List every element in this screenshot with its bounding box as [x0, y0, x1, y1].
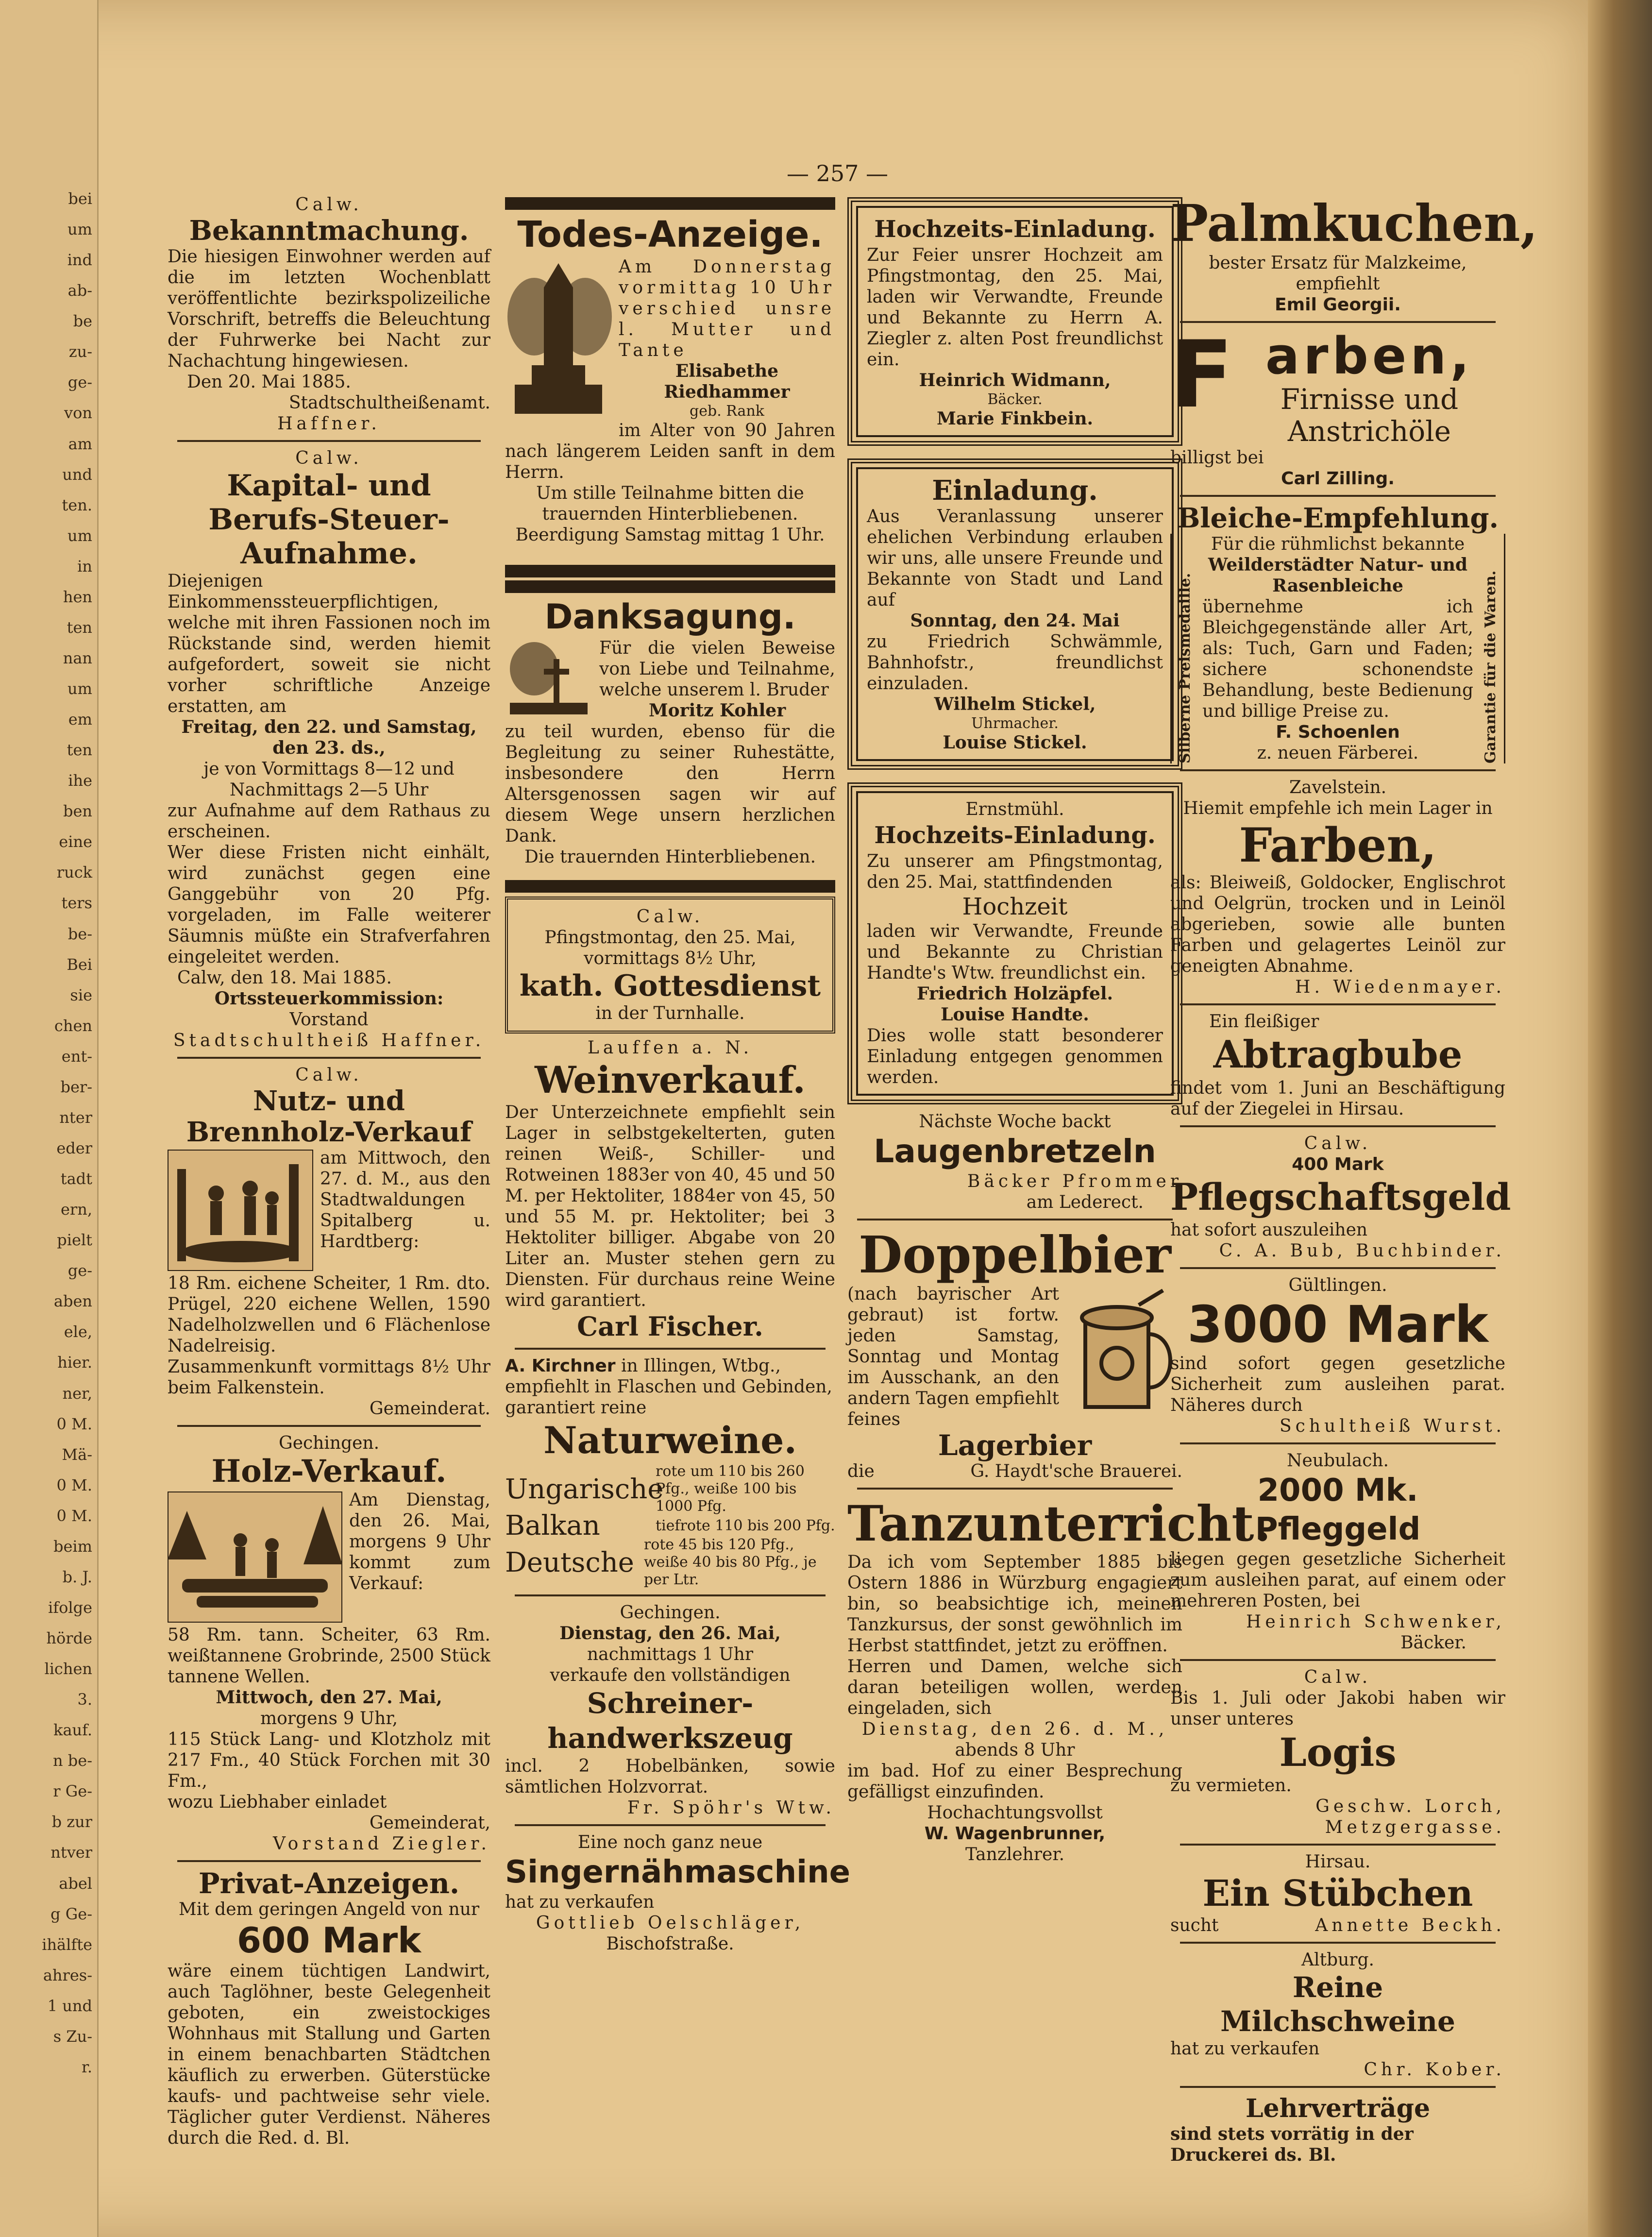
ad-title: Kapital- und Berufs-Steuer-Aufnahme. [208, 469, 450, 571]
ad-date: Mittwoch, den 27. Mai, [216, 1687, 442, 1708]
left-page-fragment: 0 M. [56, 1506, 92, 1525]
wine-price: rote um 110 bis 260 Pfg., weiße 100 bis 1000 Pfg. [656, 1463, 805, 1515]
ad-lead: Mit dem geringen Angeld von nur [178, 1899, 480, 1919]
left-page-fragment: 0 M. [56, 1414, 92, 1433]
ad-title: Schreiner-handwerkszeug [547, 1687, 793, 1755]
ad-body: Dies wolle statt besonderer Einladung entgegen genommen werden. [867, 1026, 1163, 1087]
firm-name: A. Kirchner [505, 1356, 616, 1376]
ad-body: sind sofort gegen gesetzliche Sicherheit zum ausleihen parat. Näheres durch [1170, 1354, 1505, 1415]
ad-title: Logis [1279, 1729, 1397, 1775]
divider [1180, 769, 1496, 771]
ad-title: Bleiche-Empfehlung. [1177, 502, 1499, 534]
divider [1180, 1942, 1496, 1944]
mourning-bar [505, 197, 835, 210]
ad-time: vormittags 8½ Uhr, [584, 949, 757, 968]
firm-place: in Illingen, Wtbg., [621, 1356, 781, 1376]
ad-title: kath. Gottesdienst [519, 969, 821, 1003]
ad-body: Aus Veranlassung unserer ehelichen Verbindung erlauben wir uns, alle unsere Freunde und Bekannte von Stadt und Land auf [867, 507, 1163, 610]
ad-signature: Bäcker Pfrommer [967, 1171, 1182, 1191]
ad-title: Singernähmaschine [505, 1854, 851, 1890]
left-page-fragment: ifolge [48, 1598, 92, 1617]
wedding-invitation-box [847, 782, 1182, 1104]
ad-body: Da ich vom September 1885 bis Ostern 1886 in Würzburg engagiert bin, so beabsichtige ich, meinen Tanzkursus, der sonst gewöhnlich im Herbst stattfindet, jetzt zu eröffnen. [847, 1552, 1182, 1656]
left-page-fragment: tadt [60, 1169, 92, 1188]
left-page-fragment: kauf. [53, 1721, 92, 1740]
ad-closing: Hochachtungsvollst [927, 1803, 1103, 1823]
ad-amount: 400 Mark [1292, 1154, 1384, 1174]
ad-profession: Tanzlehrer. [965, 1845, 1065, 1864]
ad-title: Einladung. [932, 475, 1098, 507]
ad-date: Dienstag, den 26. Mai, [559, 1623, 781, 1644]
ad-signature: Emil Georgii. [1275, 295, 1401, 315]
deceased-name: Elisabethe Riedhammer [664, 361, 790, 402]
ad-amount: 600 Mark [237, 1920, 421, 1961]
firm-name: Weilderstädter Natur- und Rasenbleiche [1208, 555, 1468, 596]
ad-lead: Ein fleißiger [1209, 1012, 1319, 1032]
left-page-fragment: ihälfte [42, 1935, 92, 1954]
ad-body: hat zu verkaufen [1170, 2039, 1320, 2059]
ad-title: Nutz- und Brennholz-Verkauf [186, 1085, 472, 1148]
left-page-fragment: ge- [67, 1261, 92, 1280]
left-page-fragment: ruck [56, 863, 92, 882]
left-page-fragment: ahres- [43, 1966, 92, 1984]
left-page-fragment: aben [53, 1292, 92, 1311]
left-page-fragment: abel [59, 1874, 92, 1893]
left-page-fragment: am [68, 434, 92, 453]
left-page-fragment: nter [59, 1108, 92, 1127]
deceased-nee: geb. Rank [690, 403, 764, 420]
ad-date: Pfingstmontag, den 25. Mai, [544, 928, 796, 948]
ad-signature: W. Wagenbrunner, [924, 1824, 1106, 1844]
ad-title: 3000 Mark [1187, 1295, 1488, 1354]
divider [515, 1594, 826, 1596]
left-page-fragment: ind [67, 251, 92, 270]
wedding-invitation-box [847, 197, 1182, 446]
ad-signature: G. Haydt'sche Brauerei. [970, 1461, 1182, 1481]
mourning-bar [505, 580, 835, 593]
ad-title: Holz-Verkauf. [211, 1453, 447, 1490]
ad-body: Für die rühmlichst bekannte [1211, 534, 1465, 554]
ad-body: zu teil wurden, ebenso für die Begleitung zu seiner Ruhestätte, insbesondere den Herrn Altersgenossen sagen wir auf diesem Wege unsern herzlichen Dank. [505, 722, 835, 846]
ad-profession: Uhrmacher. [971, 715, 1059, 732]
ad-word: die [847, 1461, 875, 1481]
left-page-fragment: hörde [46, 1629, 92, 1648]
ad-subtitle: Lagerbier [938, 1429, 1092, 1462]
section-title: Privat-Anzeigen. [198, 1867, 460, 1900]
ad-body: am Mittwoch, den 27. d. M., aus den Stadtwaldungen Spitalberg u. Hardtberg: [320, 1148, 490, 1252]
thanks-title: Danksagung. [544, 597, 796, 637]
book-edge [1588, 0, 1652, 2237]
divider [1180, 1267, 1496, 1269]
left-page-fragment: um [67, 679, 92, 698]
ad-body: hat sofort auszuleihen [1170, 1220, 1368, 1240]
ad-signature: Geschw. Lorch, Metzgergasse. [1315, 1796, 1505, 1837]
ad-body: verkaufe den vollständigen [550, 1665, 791, 1685]
ad-signature: Gemeinderat, [369, 1813, 490, 1833]
ad-body: zu vermieten. [1170, 1776, 1292, 1796]
ad-date: Sonntag, den 24. Mai [910, 610, 1120, 631]
ad-title: arben, [1265, 326, 1473, 386]
ad-body: im bad. Hof zu einer Besprechung gefälligst einzufinden. [847, 1761, 1182, 1802]
left-page-fragment: nan [63, 648, 92, 667]
left-page-fragment: n be- [52, 1751, 92, 1770]
divider [1180, 1003, 1496, 1005]
ad-title: Laugenbretzeln [874, 1133, 1156, 1170]
ad-place: Gechingen. [620, 1603, 721, 1623]
service-notice-box [505, 897, 835, 1034]
left-page-fragment: Bei [67, 955, 92, 974]
divider [857, 1488, 1173, 1490]
left-page-fragment: zu- [68, 342, 92, 361]
ad-commission: Ortssteuerkommission: [214, 988, 444, 1009]
invitation-box [847, 458, 1182, 770]
medal-side-text: Silberne Preismedaille. [1170, 534, 1198, 763]
left-page-fragment: g Ge- [51, 1904, 92, 1923]
ad-signature: Louise Stickel. [943, 732, 1087, 753]
ad-title: Reine Milchschweine [1220, 1971, 1455, 2038]
left-page-fragment: sie [70, 985, 92, 1004]
ad-signature: F. Schoenlen [1276, 722, 1400, 742]
wine-price: tiefrote 110 bis 200 Pfg. [656, 1517, 835, 1534]
death-notice-title: Todes-Anzeige. [517, 214, 823, 255]
ad-chair: Vorstand [289, 1010, 369, 1030]
ad-place: Calw. [636, 907, 704, 927]
ad-body: Wer diese Fristen nicht einhält, wird zunächst gegen eine Ganggebühr von 20 Pfg. vorgeladen, im Falle weiterer Säumnis müßte ein Strafverfahren eingeleitet werden. [168, 843, 490, 967]
ad-office: Stadtschultheißenamt. [288, 393, 490, 413]
beer-stein-icon [1066, 1286, 1178, 1417]
ad-title: Ein Stübchen [1202, 1873, 1473, 1915]
ad-title: Lehrverträge [1245, 2094, 1431, 2123]
ad-body: liegen gegen gesetzliche Sicherheit zum ausleihen parat, auf einem oder mehreren Posten, bei [1170, 1549, 1505, 1611]
ad-body: wozu Liebhaber einladet [168, 1792, 387, 1812]
ad-place: Zavelstein. [1289, 778, 1387, 797]
ad-signature: H. Wiedenmayer. [1295, 977, 1505, 997]
ad-signature: Stadtschultheiß Haffner. [173, 1031, 485, 1051]
ad-signature: Annette Beckh. [1315, 1915, 1505, 1935]
left-page-fragment: ntver [51, 1843, 92, 1862]
ad-body: sind stets vorrätig in der Druckerei ds. Bl. [1170, 2124, 1414, 2165]
divider [515, 1348, 826, 1350]
ad-times: je von Vormittags 8—12 und [203, 759, 455, 779]
ad-signature: C. A. Bub, Buchbinder. [1219, 1241, 1505, 1261]
column-2 [505, 194, 851, 1954]
ad-place: Hirsau. [1305, 1852, 1371, 1872]
ad-place: Calw. [295, 1065, 363, 1085]
ad-place: Ernstmühl. [965, 799, 1064, 819]
divider [1180, 1125, 1496, 1127]
ad-title: Pflegschaftsgeld [1170, 1175, 1511, 1219]
left-page-fragment: em [68, 710, 92, 729]
left-page-fragment: ern, [60, 1200, 92, 1219]
left-page-fragment: eine [59, 832, 92, 851]
left-page-fragment: ihe [68, 771, 92, 790]
left-page-fragment: ele, [64, 1322, 92, 1341]
ad-body: incl. 2 Hobelbänken, sowie sämtlichen Holzvorrat. [505, 1756, 835, 1797]
wine-price: rote 45 bis 120 Pfg., weiße 40 bis 80 Pfg., je per Ltr. [643, 1536, 817, 1588]
mourning-bar [505, 880, 835, 893]
left-page-fragment: b. J. [62, 1567, 92, 1586]
ad-signature: Heinrich Widmann, [919, 370, 1111, 390]
ad-signature: Fr. Spöhr's Wtw. [627, 1798, 835, 1818]
ad-body: sucht [1170, 1915, 1219, 1935]
ad-title: Hochzeits-Einladung. [874, 216, 1156, 243]
ad-title: Tanzunterricht. [847, 1495, 1271, 1552]
wine-row [505, 1510, 835, 1542]
ad-place: Calw. [1304, 1134, 1372, 1153]
left-page-fragment: um [67, 526, 92, 545]
ad-profession: Bäcker. [987, 391, 1043, 408]
ad-body: übernehme ich Bleichgegenstände aller Art, als: Tuch, Garn und Faden; sichere schonendste Behandlung, beste Bedienung und billige Preise zu. [1202, 597, 1473, 721]
ad-signature: Haffner. [277, 414, 381, 434]
left-page-fragment: hen [63, 587, 92, 606]
ad-profession: Bäcker. [1400, 1633, 1467, 1653]
ad-signature: Wilhelm Stickel, [934, 694, 1096, 714]
divider [1180, 1659, 1496, 1661]
ad-body: (nach bayrischer Art gebraut) ist fortw. jeden Samstag, Sonntag und Montag im Ausschank, an den andern Tagen empfiehlt feines [847, 1284, 1059, 1429]
guarantee-side-text: Garantie für die Waren. [1477, 534, 1505, 763]
left-page-fragment: chen [54, 1016, 92, 1035]
divider [1180, 495, 1496, 497]
ad-body: billigst bei [1170, 448, 1264, 468]
ad-signature: am Lederect. [1026, 1192, 1144, 1212]
ad-signature-row [847, 1461, 1182, 1482]
left-page-fragment: ters [61, 894, 92, 913]
ad-body: als: Bleiweiß, Goldocker, Englischrot und Oelgrün, trocken und in Leinöl abgerieben, sowie alle bunten Farben und gelagertes Leinöl zur geneigten Abnahme. [1170, 873, 1505, 976]
ad-keyword: Hochzeit [962, 893, 1068, 920]
ad-place: Lauffen a. N. [587, 1038, 753, 1058]
ad-body: zu Friedrich Schwämmle, Bahnhofstr., freundlichst einzuladen. [867, 632, 1163, 694]
ad-title: Bekanntmachung. [189, 215, 469, 247]
left-page-fragment: ge- [67, 373, 92, 392]
ad-place: Gültlingen. [1288, 1275, 1387, 1295]
left-page-fragment: be [73, 312, 92, 331]
left-page-fragment: hier. [57, 1353, 92, 1372]
ad-body: 58 Rm. tann. Scheiter, 63 Rm. weißtannene Grobrinde, 2500 Stück tannene Wellen. [168, 1625, 490, 1687]
left-page-fragment: pielt [57, 1231, 92, 1250]
left-page-fragment: ten [67, 618, 92, 637]
ad-date: Dienstag, den 26. d. M., [861, 1719, 1168, 1739]
left-page-fragment: ab- [67, 281, 92, 300]
ad-body: Um stille Teilnahme bitten die trauernden Hinterbliebenen. [536, 483, 804, 524]
ad-lead: Eine noch ganz neue [577, 1832, 763, 1852]
divider [177, 440, 481, 442]
wine-row [505, 1463, 835, 1515]
left-page-fragment: 1 und [47, 1996, 92, 2015]
ad-location: in der Turnhalle. [595, 1003, 745, 1023]
left-page-fragment: von [64, 404, 92, 423]
column-1 [168, 194, 490, 2149]
ad-body: Bis 1. Juli oder Jakobi haben wir unser unteres [1170, 1688, 1505, 1729]
ad-body: Herren und Damen, welche sich daran beteiligen wollen, werden eingeladen, sich [847, 1657, 1182, 1718]
ad-time: morgens 9 Uhr, [260, 1709, 398, 1729]
ad-body: empfiehlt in Flaschen und Gebinden, garantiert reine [505, 1377, 832, 1418]
page-number: — 257 — [787, 160, 889, 186]
ad-title: Palmkuchen, [1170, 193, 1538, 253]
ad-body: Am Dienstag, den 26. Mai, morgens 9 Uhr kommt zum Verkauf: [349, 1490, 490, 1593]
ad-title: Hochzeits-Einladung. [874, 822, 1156, 849]
deceased-name: Moritz Kohler [648, 700, 786, 721]
divider [177, 1057, 481, 1059]
ad-place: Calw. [295, 448, 363, 468]
ad-dates: Freitag, den 22. und Samstag, den 23. ds., [181, 717, 477, 758]
ad-signature: Chr. Kober. [1364, 2060, 1505, 2080]
left-page-fragment: s Zu- [53, 2027, 92, 2046]
ad-signature: Schultheiß Wurst. [1280, 1416, 1505, 1436]
grave-willow-icon [505, 640, 592, 717]
ad-title: Doppelbier [859, 1225, 1171, 1285]
ad-body: 115 Stück Lang- und Klotzholz mit 217 Fm., 40 Stück Forchen mit 30 Fm., [168, 1729, 490, 1791]
left-page-fragment: beim [53, 1537, 92, 1556]
left-page-fragment: ent- [61, 1047, 92, 1066]
ad-place: Calw. [1304, 1667, 1372, 1687]
ad-times: Nachmittags 2—5 Uhr [229, 780, 429, 800]
ad-body: bester Ersatz für Malzkeime, empfiehlt [1209, 253, 1467, 294]
ad-title: Weinverkauf. [535, 1058, 806, 1102]
ad-date: Den 20. Mai 1885. [187, 372, 351, 392]
ad-signature: Gemeinderat. [369, 1399, 490, 1419]
ad-place: Neubulach. [1287, 1451, 1389, 1471]
left-page-fragment: bei [68, 189, 92, 208]
ad-body: Die hiesigen Einwohner werden auf die im letzten Wochenblatt veröffentlichte bezirkspolizeiliche Vorschrift, betreffs die Beleuchtung der Fuhrwerke bei Nacht zur Nachachtung hingewiesen. [168, 247, 490, 371]
ad-place: Gechingen. [278, 1433, 380, 1453]
left-page-fragment: r. [82, 2057, 92, 2076]
left-page-fragment: be- [67, 924, 92, 943]
ad-time: nachmittags 1 Uhr [587, 1644, 754, 1664]
ad-subtitle: Anstrichöle [1287, 415, 1451, 448]
divider [1180, 2086, 1496, 2088]
ad-signature: z. neuen Färberei. [1257, 743, 1419, 763]
ad-signature: Die trauernden Hinterbliebenen. [524, 847, 816, 867]
ad-time: abends 8 Uhr [955, 1740, 1075, 1760]
wine-name: Deutsche [505, 1546, 634, 1578]
left-page-fragment: eder [56, 1139, 92, 1157]
ad-body: im Alter von 90 Jahren nach längerem Leiden sanft in dem Herrn. [505, 421, 835, 482]
ad-signature: Heinrich Schwenker, [1246, 1612, 1505, 1632]
ad-signature: Bischofstraße. [606, 1934, 734, 1954]
divider [1180, 1442, 1496, 1444]
ad-signature: Louise Handte. [941, 1004, 1089, 1025]
ad-body: hat zu verkaufen [505, 1892, 655, 1912]
forest-scene-illustration-icon [168, 1491, 342, 1623]
left-page-fragment: ten [67, 741, 92, 760]
ad-body: findet vom 1. Juni an Beschäftigung auf der Ziegelei in Hirsau. [1170, 1078, 1505, 1119]
ad-body: laden wir Verwandte, Freunde und Bekannte zu Christian Handte's Wtw. freundlichst ein. [867, 921, 1163, 983]
ad-body: Zusammenkunft vormittags 8½ Uhr beim Falkenstein. [168, 1357, 490, 1398]
left-page-fragment: in [77, 557, 92, 576]
ad-body: Hiemit empfehle ich mein Lager in [1183, 798, 1493, 818]
ad-body: wäre einem tüchtigen Landwirt, auch Taglöhner, beste Gelegenheit geboten, ein zweistockiges Wohnhaus mit Stallung und Garten in einem benachbarten Städtchen käuflich zu erwerben. Güterstücke kaufs- und pachtweise sehr viele. Täglicher guter Verdienst. Näheres durch die Red. d. Bl. [168, 1961, 490, 2148]
divider [857, 1219, 1173, 1220]
ad-body: Am Donnerstag vormittag 10 Uhr verschied unsre l. Mutter und Tante [619, 257, 835, 360]
ad-burial: Beerdigung Samstag mittag 1 Uhr. [515, 525, 825, 545]
ad-body: zur Aufnahme auf dem Rathaus zu erscheinen. [168, 801, 490, 842]
ad-body: Diejenigen Einkommenssteuerpflichtigen, welche mit ihren Fassionen noch im Rückstande sind, werden hiemit aufgefordert, soweit sie nicht vorher schriftliche Anzeige erstatten, am [168, 571, 490, 716]
left-page-fragment: ben [63, 802, 92, 821]
ad-signature: Gottlieb Oelschläger, [536, 1913, 805, 1933]
ad-body: 18 Rm. eichene Scheiter, 1 Rm. dto. Prügel, 220 eichene Wellen, 1590 Nadelholzwellen und 6 Flächenlose Nadelreisig. [168, 1273, 490, 1356]
ad-date: Calw, den 18. Mai 1885. [177, 968, 392, 988]
wine-name: Ungarische [505, 1473, 664, 1505]
ad-title: Abtragbube [1213, 1033, 1463, 1077]
left-page-fragment: r Ge- [53, 1782, 92, 1801]
ad-body: Zu unserer am Pfingstmontag, den 25. Mai, stattfindenden [867, 851, 1163, 892]
left-page-fragment: 3. [77, 1690, 92, 1709]
ad-title: Naturweine. [543, 1419, 797, 1462]
wine-name: Balkan [505, 1510, 600, 1542]
left-page-fragment: b zur [51, 1813, 92, 1831]
divider [1180, 1844, 1496, 1846]
left-page-fragment: um [67, 220, 92, 239]
divider [177, 1860, 481, 1862]
ad-body: Der Unterzeichnete empfiehlt sein Lager in selbstgekelterten, guten reinen Weiß-, Schiller- und Rotweinen 1883er von 40, 45 und 50 M. per Hektoliter, 1884er von 45, 50 und 55 M. pr. Hektoliter; bei 3 Hektoliter billiger. Abgabe von 20 Liter an. Muster stehen gern zu Diensten. Für durchaus reine Weine wird garantiert. [505, 1102, 835, 1310]
ad-body: Zur Feier unsrer Hochzeit am Pfingstmontag, den 25. Mai, laden wir Verwandte, Freunde und Bekannte zu Herrn A. Ziegler z. alten Post freundlichst ein. [867, 245, 1163, 370]
ad-place: Calw. [295, 195, 363, 215]
ad-signature: Carl Zilling. [1281, 469, 1395, 489]
left-page-fragment: und [62, 465, 92, 484]
mourning-bar [505, 565, 835, 577]
left-page-fragment: lichen [44, 1660, 92, 1678]
left-page-fragment: ner, [62, 1384, 92, 1403]
ad-signature: Vorstand Ziegler. [272, 1834, 490, 1854]
ad-signature: Marie Finkbein. [936, 408, 1094, 429]
left-page-fragment: Mä- [62, 1445, 92, 1464]
ad-signature-row [1170, 1915, 1505, 1936]
left-page-fragment: 0 M. [56, 1475, 92, 1494]
divider [515, 1824, 826, 1826]
ad-signature: Carl Fischer. [577, 1311, 763, 1342]
bleaching-ad [1170, 534, 1505, 763]
ad-lead: Nächste Woche backt [919, 1112, 1111, 1132]
column-4 [1170, 193, 1538, 2166]
left-page-fragment: ten. [62, 495, 92, 514]
memorial-monument-icon [505, 258, 612, 424]
ad-body: Für die vielen Beweise von Liebe und Teilnahme, welche unserem l. Bruder [599, 638, 835, 700]
paints-ad [1170, 321, 1505, 448]
ad-signature: Friedrich Holzäpfel. [916, 983, 1113, 1004]
woodcutters-illustration-icon [168, 1150, 313, 1271]
ad-title: Farben, [1239, 818, 1437, 873]
left-page-fragment: ber- [60, 1077, 92, 1096]
divider [177, 1425, 481, 1427]
ad-title: 2000 Mk. Pfleggeld [1255, 1473, 1421, 1547]
wine-row [505, 1536, 835, 1589]
ad-place: Altburg. [1301, 1950, 1374, 1970]
drop-initial: F [1170, 321, 1233, 428]
ad-subtitle: Firnisse und [1280, 383, 1459, 416]
